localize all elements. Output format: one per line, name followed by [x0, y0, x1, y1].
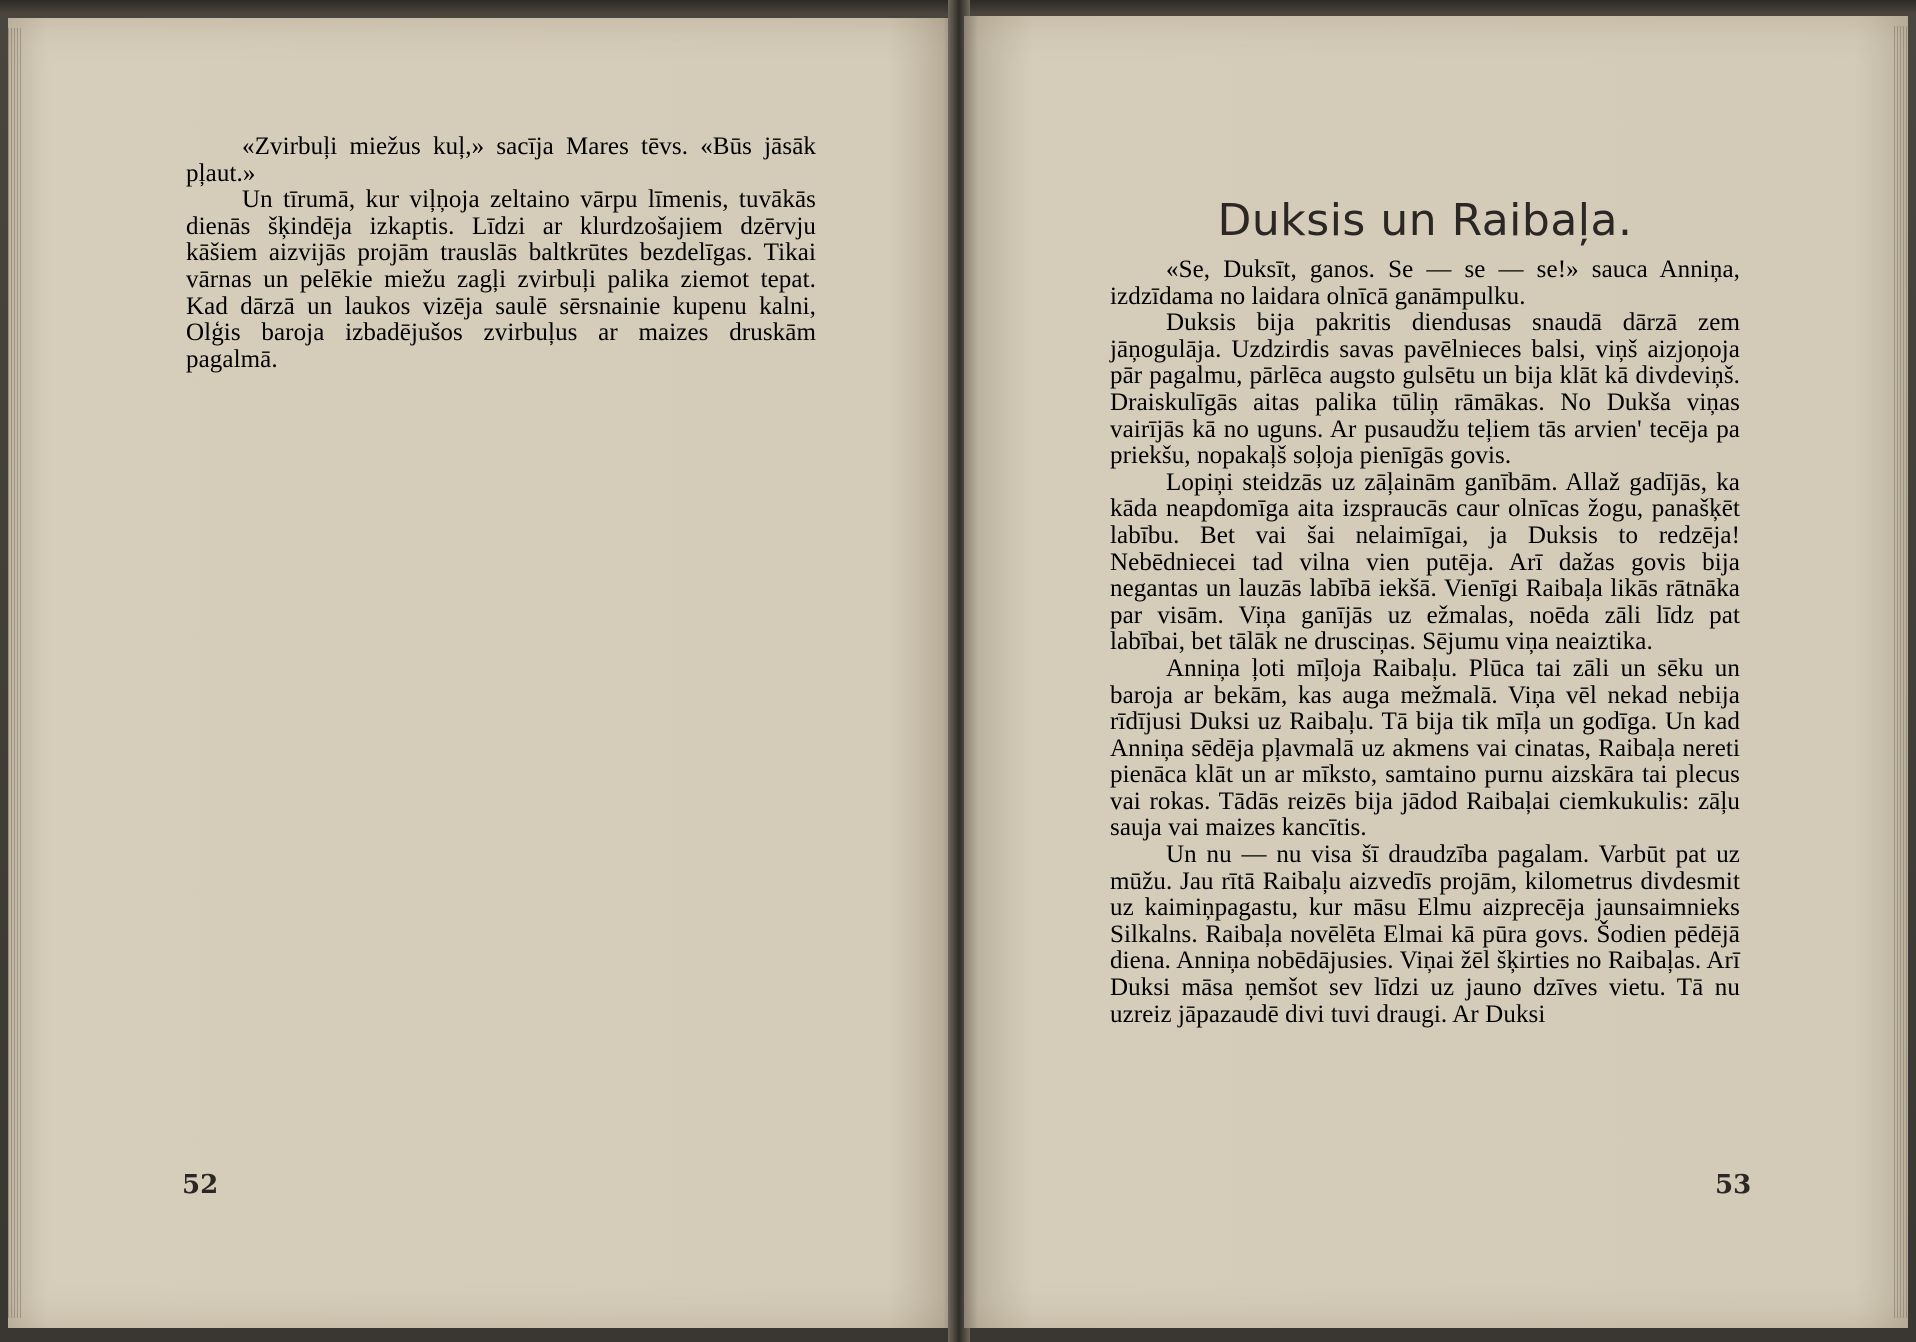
paragraph: Un nu — nu visa šī draudzība pagalam. Varbūt pat uz mūžu. Jau rītā Raibaļu aizvedīs projām, kilometrus divdesmit uz kaimiņpagastu, kur māsu Elmu aizprecēja jaunsaimnieks Silkalns. Raibaļa novēlēta Elmai kā pūra govs. Šodien pēdējā diena. Anniņa nobēdājusies. Viņai žēl šķirties no Raibaļas. Arī Duksi māsa ņemšot sev līdzi uz jauno dzīves vietu. Tā nu uzreiz jāpazaudē divi tuvi draugi. Ar Duksi	[1110, 841, 1740, 1028]
page-number: 52	[182, 1170, 219, 1200]
page-number: 53	[1715, 1170, 1752, 1200]
page-edge	[8, 28, 22, 1318]
right-page-body	[1110, 257, 1740, 1028]
paragraph: «Zvirbuļi miežus kuļ,» sacīja Mares tēvs. «Būs jāsāk pļaut.»	[186, 133, 816, 187]
paragraph: Duksis bija pakritis diendusas snaudā dārzā zem jāņogulāja. Uzdzirdis savas pavēlnieces balsi, viņš aizjoņoja pār pagalmu, pārlēca augsto gulsētu un bija klāt kā divdeviņš. Draiskulīgās aitas palika tūliņ rāmākas. No Dukša viņas vairījās kā no uguns. Ar pusaudžu teļiem tās arvien' tecēja pa priekšu, nopakaļš soļoja pienīgās govis.	[1110, 309, 1740, 470]
page-edge	[1894, 26, 1908, 1318]
paragraph: Anniņa ļoti mīļoja Raibaļu. Plūca tai zāli un sēku un baroja ar bekām, kas auga mežmalā. Viņa vēl nekad nebija rīdījusi Duksi uz Raibaļu. Tā bija tik mīļa un godīga. Un kad Anniņa sēdēja pļavmalā uz akmens vai cinatas, Raibaļa nereti pienāca klāt un ar mīksto, samtaino purnu aizskāra tai plecus vai rokas. Tādās reizēs bija jādod Raibaļai ciemkukulis: zāļu sauja vai maizes kancītis.	[1110, 654, 1740, 842]
chapter-title: Duksis un Raibaļa.	[1217, 195, 1633, 246]
left-page-body	[186, 134, 816, 373]
paragraph: Un tīrumā, kur viļņoja zeltaino vārpu līmenis, tuvākās dienās šķindēja izkaptis. Līdzi ar klurdzošajiem dzērvju kāšiem aizvijās projām trauslās baltkrūtes bezdelīgas. Tikai vārnas un pelēkie miežu zagļi zvirbuļi palika ziemot tepat. Kad dārzā un laukos vizēja saulē sērsnainie kupenu kalni, Olģis baroja izbadējušos zvirbuļus ar maizes druskām pagalmā.	[186, 186, 816, 373]
paragraph: «Se, Duksīt, ganos. Se — se — se!» sauca Anniņa, izdzīdama no laidara olnīcā ganāmpulku.	[1110, 256, 1740, 310]
paragraph: Lopiņi steidzās uz zāļainām ganībām. Allaž gadījās, ka kāda neapdomīga aita izspraucās caur olnīcas žogu, panašķēt labību. Bet vai šai nelaimīgai, ja Duksis to redzēja! Nebēdniecei tad vilna vien putēja. Arī dažas govis bija negantas un lauzās labībā iekšā. Vienīgi Raibaļa likās rātnāka par visām. Viņa ganījās uz ežmalas, noēda zāli līdz pat labībai, bet tālāk ne drusciņas. Sējumu viņa neaiztika.	[1110, 468, 1740, 656]
